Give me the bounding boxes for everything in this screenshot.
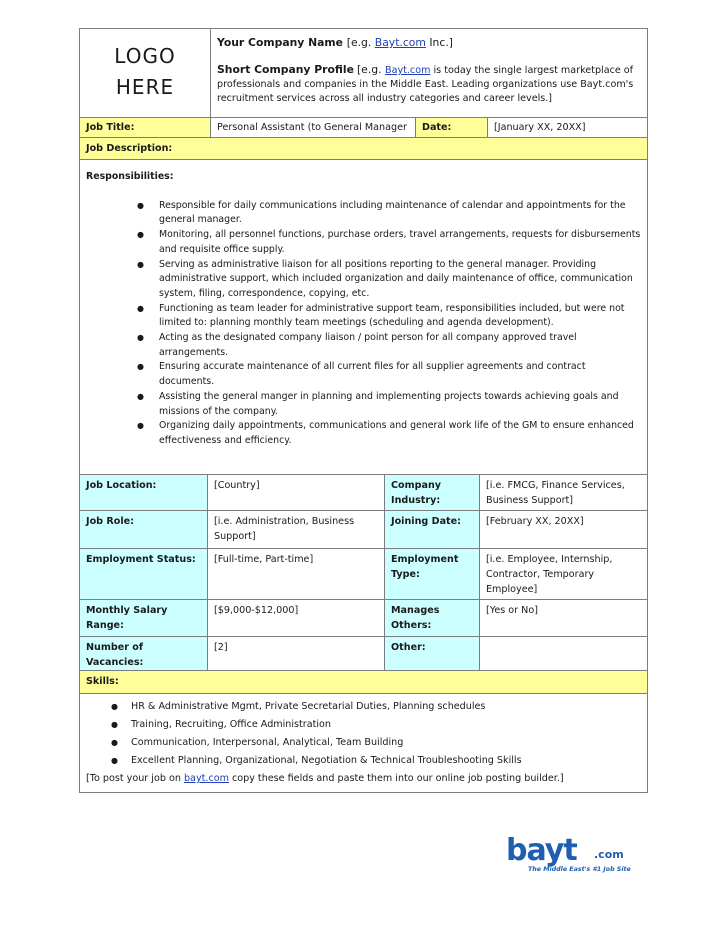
manages-others-label: Manages Others: (385, 600, 480, 637)
employment-status-value: [Full-time, Part-time] (208, 549, 385, 600)
responsibilities-list (86, 199, 641, 449)
employment-type-label: Employment Type: (385, 549, 480, 600)
other-label: Other: (385, 637, 480, 671)
joining-date-value: [February XX, 20XX] (480, 511, 648, 549)
posting-instructions (86, 772, 641, 792)
list-item: ● Monitoring, all personnel functions, purchase orders, travel arrangements, requests for disbursements and requisite office supply. (159, 228, 641, 257)
job-description-document (79, 28, 647, 793)
company-industry-value: [i.e. FMCG, Finance Services, Business Support] (480, 475, 648, 511)
logo-placeholder (80, 29, 211, 118)
details-table (79, 474, 648, 793)
list-item: ● Acting as the designated company liaison / point person for all company approved travel arrangements. (159, 331, 641, 360)
company-name-prefix: [e.g. (346, 36, 375, 49)
company-name-link[interactable]: Bayt.com (374, 36, 426, 49)
bayt-brand: bayt (506, 833, 577, 868)
list-item: ● HR & Administrative Mgmt, Private Secretarial Duties, Planning schedules (131, 698, 641, 716)
list-item: ● Functioning as team leader for administrative support team, responsibilities included, but were not limited to: planning monthly team meetings (scheduling and agenda development). (159, 302, 641, 331)
post-prefix: [To post your job on (86, 773, 184, 784)
skills-label: Skills: (80, 671, 648, 694)
profile-text: is today the single largest marketplace of professionals and companies in the Middle East. Leading organizations use Bayt.com's recruitment services across all industry categories and career levels.] (217, 65, 634, 104)
job-location-label: Job Location: (80, 475, 208, 511)
bayt-logo (506, 833, 642, 878)
list-item: ● Ensuring accurate maintenance of all current files for all supplier agreements and contract documents. (159, 360, 641, 389)
employment-type-value: [i.e. Employee, Internship, Contractor, Temporary Employee] (480, 549, 648, 600)
bayt-brand-suffix: .com (594, 848, 624, 861)
list-item: ● Serving as administrative liaison for all positions reporting to the general manager. Providing administrative support, which included organization and daily maintenance of office, communication system, filing, correspondence, copying, etc. (159, 258, 641, 302)
list-item: ● Assisting the general manger in planning and implementing projects towards achieving goals and missions of the company. (159, 390, 641, 419)
logo-line-1: LOGO (114, 44, 176, 68)
job-description-label: Job Description: (80, 138, 648, 160)
job-role-value: [i.e. Administration, Business Support] (208, 511, 385, 549)
list-item: ● Organizing daily appointments, communications and general work life of the GM to ensure enhanced effectiveness and efficiency. (159, 419, 641, 448)
vacancies-value: [2] (208, 637, 385, 671)
job-location-value: [Country] (208, 475, 385, 511)
job-role-label: Job Role: (80, 511, 208, 549)
responsibilities-section (80, 160, 648, 475)
list-item: ● Training, Recruiting, Office Administration (131, 716, 641, 734)
skills-list (86, 698, 641, 770)
joining-date-label: Joining Date: (385, 511, 480, 549)
employment-status-label: Employment Status: (80, 549, 208, 600)
date-value: [January XX, 20XX] (488, 118, 648, 138)
company-name-label: Your Company Name (217, 36, 343, 49)
other-value (480, 637, 648, 671)
company-industry-label: Company Industry: (385, 475, 480, 511)
profile-prefix: [e.g. (356, 63, 385, 76)
salary-range-value: [$9,000-$12,000] (208, 600, 385, 637)
responsibilities-label: Responsibilities: (86, 171, 174, 182)
post-suffix: copy these fields and paste them into our online job posting builder.] (228, 773, 564, 784)
list-item: ● Responsible for daily communications including maintenance of calendar and appointments for the general manager. (159, 199, 641, 228)
skills-section (80, 694, 648, 793)
salary-range-label: Monthly Salary Range: (80, 600, 208, 637)
company-name-suffix: Inc.] (425, 36, 453, 49)
vacancies-label: Number of Vacancies: (80, 637, 208, 671)
profile-label: Short Company Profile (217, 63, 354, 76)
company-name (217, 35, 641, 51)
date-label: Date: (416, 118, 488, 138)
company-profile (217, 63, 641, 106)
list-item: ● Excellent Planning, Organizational, Negotiation & Technical Troubleshooting Skills (131, 752, 641, 770)
job-title-value: Personal Assistant (to General Manager (211, 118, 416, 138)
logo-line-2: HERE (115, 75, 175, 99)
company-info (211, 29, 648, 118)
bayt-tagline: The Middle East's #1 Job Site (528, 866, 631, 873)
job-title-label: Job Title: (80, 118, 211, 138)
list-item: ● Communication, Interpersonal, Analytical, Team Building (131, 734, 641, 752)
profile-link[interactable]: Bayt.com (384, 65, 431, 76)
header-table (79, 28, 648, 475)
bayt-link[interactable]: bayt.com (183, 773, 229, 784)
manages-others-value: [Yes or No] (480, 600, 648, 637)
